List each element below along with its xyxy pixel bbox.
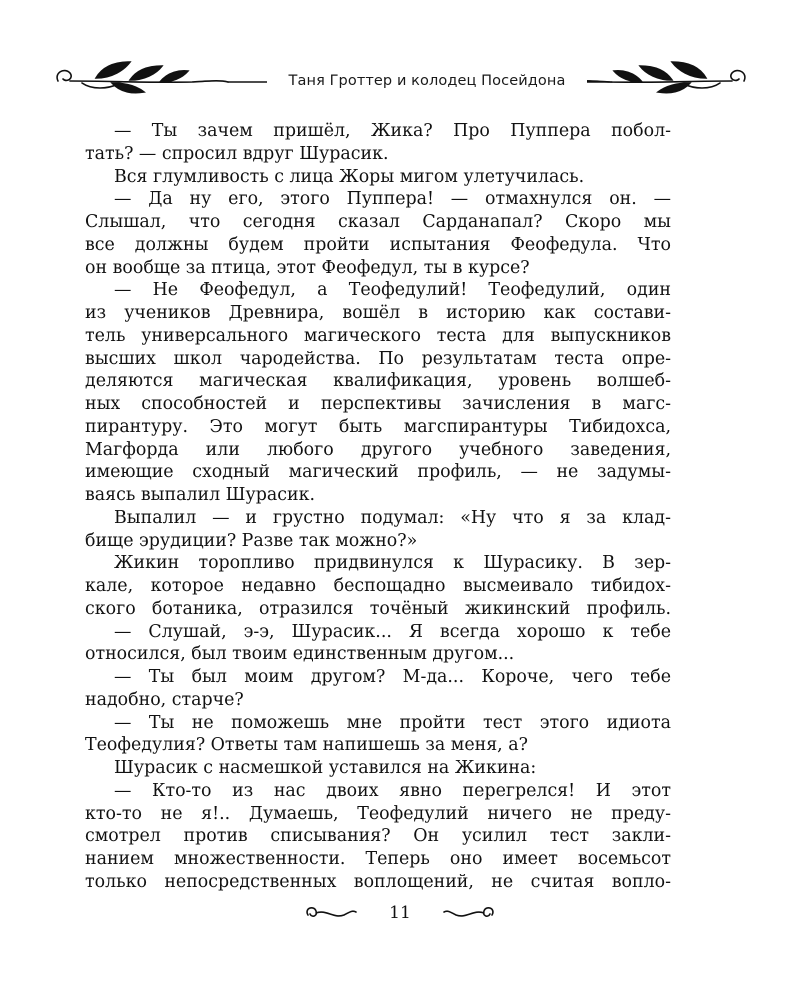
text-line: Жикин торопливо придвинулся к Шурасику. В зер-: [114, 553, 671, 574]
text-line: Магфорда или любого другого учебного заведения,: [85, 439, 671, 460]
text-line: все должны будем пройти испытания Феофедула. Что: [85, 234, 671, 255]
text-line: ваясь выпалил Шурасик.: [85, 485, 315, 505]
text-line: ского ботаника, отразился точёный жикинский профиль.: [85, 598, 671, 619]
text-line: имеющие сходный магический профиль, — не задумы-: [85, 462, 671, 483]
text-line: бище эрудиции? Разве так можно?»: [85, 530, 418, 551]
text-line: пирантуру. Это могут быть магспирантуры Тибидохса,: [85, 416, 671, 437]
text-line: — Ты не поможешь мне пройти тест этого идиота: [114, 712, 671, 733]
text-line: нанием множественности. Теперь оно имеет восемьсот: [85, 849, 671, 869]
text-line: смотрел против списывания? Он усилил тест закли-: [85, 826, 671, 847]
text-line: Слышал, что сегодня сказал Сарданапал? Скоро мы: [85, 212, 671, 232]
page-footer: [300, 900, 500, 930]
text-line: — Кто-то из нас двоих явно перегрелся! И этот: [114, 780, 671, 801]
text-line: только непосредственных воплощений, не считая вопло-: [85, 871, 671, 892]
text-line: — Да ну его, этого Пуппера! — отмахнулся он. —: [114, 189, 671, 210]
text-line: из учеников Древнира, вошёл в историю как состави-: [85, 303, 671, 323]
text-line: тать? — спросил вдруг Шурасик.: [85, 143, 389, 164]
page-body: [85, 120, 671, 894]
text-line: Шурасик с насмешкой уставился на Жикина:: [114, 758, 537, 778]
text-line: надобно, старче?: [85, 689, 244, 710]
text-line: Вся глумливость с лица Жоры мигом улетучилась.: [114, 166, 585, 187]
text-line: — Слушай, э-э, Шурасик... Я всегда хорошо к тебе: [114, 621, 671, 642]
text-line: высших школ чародейства. По результатам теста опре-: [85, 348, 671, 369]
text-line: Выпалил — и грустно подумал: «Ну что я за клад-: [114, 507, 671, 528]
text-line: тель универсального магического теста для выпускников: [85, 325, 671, 346]
text-line: ных способностей и перспективы зачисления в магс-: [85, 394, 671, 414]
book-title: Таня Гроттер и колодец Посейдона: [267, 71, 587, 91]
text-line: деляются магическая квалификация, уровень волшеб-: [85, 371, 671, 392]
text-line: он вообще за птица, этот Феофедул, ты в курсе?: [85, 257, 530, 278]
text-line: Теофедулия? Ответы там напишешь за меня, а?: [85, 735, 528, 756]
running-header: [52, 56, 750, 108]
text-line: относился, был твоим единственным другом...: [85, 644, 515, 665]
page-number: 11: [389, 903, 411, 923]
text-line: кто-то не я!.. Думаешь, Теофедулий ничего не преду-: [85, 803, 671, 824]
text-line: кале, которое недавно беспощадно высмеивало тибидох-: [85, 576, 671, 596]
text-line: — Не Феофедул, а Теофедулий! Теофедулий, один: [114, 280, 671, 301]
text-line: — Ты был моим другом? М-да... Короче, чего тебе: [114, 667, 671, 687]
text-line: — Ты зачем пришёл, Жика? Про Пуппера побол-: [114, 121, 671, 141]
